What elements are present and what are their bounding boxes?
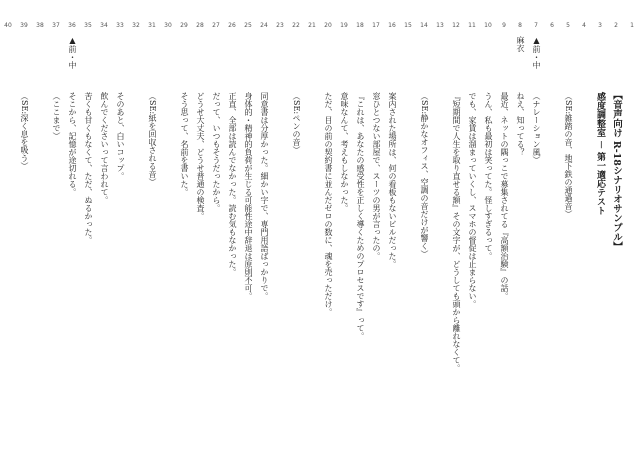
line-text: そのあと、白いコップ。	[116, 92, 125, 180]
line-number: 40	[4, 22, 12, 29]
line-number: 27	[212, 22, 220, 29]
line-number: 34	[100, 22, 108, 29]
line-text: ねえ、知ってる？	[516, 92, 525, 156]
line-number: 11	[468, 22, 476, 29]
script-line	[608, 0, 624, 453]
script-line	[112, 0, 128, 453]
script-line	[384, 0, 400, 453]
script-line	[560, 0, 576, 453]
line-number: 10	[484, 22, 492, 29]
line-text: そう思って、名前を書いた。	[180, 92, 189, 196]
script-line	[32, 0, 48, 453]
line-number: 9	[502, 22, 506, 29]
line-text: うん、私も最初は笑ってた。怪しすぎるって。	[484, 92, 493, 260]
line-number: 14	[420, 22, 428, 29]
line-text: 同意書は分厚かった。細かい字で、専門用語ばっかりで。	[260, 92, 269, 300]
script-line	[256, 0, 272, 453]
line-text: 身体的・精神的負荷が生じる可能性途中辞退は原則不可。	[244, 92, 253, 300]
line-number: 2	[614, 22, 618, 29]
line-text: （SE:雑踏の音、地下鉄の通過音）	[564, 92, 573, 219]
script-line	[480, 0, 496, 453]
line-number: 24	[260, 22, 268, 29]
line-number: 17	[372, 22, 380, 29]
line-text: どうせ大丈夫、どうせ普通の検査。	[196, 92, 205, 220]
line-number: 13	[436, 22, 444, 29]
line-number: 29	[180, 22, 188, 29]
line-number: 22	[292, 22, 300, 29]
line-text: （SE:ペンの音）	[292, 92, 301, 155]
script-line	[496, 0, 512, 453]
line-text: 正直、全部は読んでなかった。読む気もなかった。	[228, 92, 237, 276]
line-number: 20	[324, 22, 332, 29]
script-line	[400, 0, 416, 453]
script-line	[48, 0, 64, 453]
line-number: 23	[276, 22, 284, 29]
script-line	[512, 0, 528, 453]
line-text: （SE:紙を回収される音）	[148, 92, 157, 187]
line-number: 6	[550, 22, 554, 29]
script-line	[448, 0, 464, 453]
line-text: 『これは、あなたの感受性を正しく導くためのプロセスです』って。	[356, 92, 365, 340]
script-line	[64, 0, 80, 453]
line-number: 30	[164, 22, 172, 29]
script-line	[160, 0, 176, 453]
script-line	[16, 0, 32, 453]
line-text: だって、いつもそうだったから。	[212, 92, 221, 212]
speaker-label: ▲前・中	[68, 36, 77, 69]
script-line	[304, 0, 320, 453]
line-text: 窓ひとつない部屋で、スーツの男が言ったの。	[372, 92, 381, 260]
script-line	[528, 0, 544, 453]
script-line	[208, 0, 224, 453]
script-line	[192, 0, 208, 453]
line-number: 39	[20, 22, 28, 29]
line-number: 25	[244, 22, 252, 29]
line-text: 案内された場所は、何の看板もないビルだった。	[388, 92, 397, 268]
line-number: 36	[68, 22, 76, 29]
line-text: 意味なんて、考えもしなかった。	[340, 92, 349, 212]
line-number: 4	[582, 22, 586, 29]
line-number: 5	[566, 22, 570, 29]
line-number: 7	[534, 22, 538, 29]
line-number: 32	[132, 22, 140, 29]
speaker-label: ▲前・中	[532, 36, 541, 69]
script-line	[416, 0, 432, 453]
script-line	[224, 0, 240, 453]
line-number: 37	[52, 22, 60, 29]
line-text: そこから、記憶が途切れる。	[68, 92, 77, 196]
line-text: （ナレーション風）	[532, 92, 541, 164]
script-line	[352, 0, 368, 453]
line-number: 31	[148, 22, 156, 29]
line-text: でも、家賃は溜まっていくし、スマホの督促は止まらない。	[468, 92, 477, 308]
script-line	[624, 0, 640, 453]
script-line	[0, 0, 16, 453]
line-text: （SE:静かなオフィス、空調の音だけが響く）	[420, 92, 429, 259]
script-line	[592, 0, 608, 453]
line-number: 12	[452, 22, 460, 29]
script-line	[128, 0, 144, 453]
line-text: 『短期間で人生を取り直せる額』その文字が、どうしても頭から離れなくて。	[452, 92, 461, 372]
line-number: 1	[630, 22, 634, 29]
line-number: 35	[84, 22, 92, 29]
line-text: 飲んでくださいって言われて。	[100, 92, 109, 204]
line-number: 19	[340, 22, 348, 29]
line-number: 33	[116, 22, 124, 29]
script-line	[288, 0, 304, 453]
script-line	[272, 0, 288, 453]
script-line	[80, 0, 96, 453]
script-line	[544, 0, 560, 453]
script-line	[576, 0, 592, 453]
line-number: 3	[598, 22, 602, 29]
line-number: 28	[196, 22, 204, 29]
line-number: 21	[308, 22, 316, 29]
script-subtitle: 感度調整室 － 第一適応テスト	[595, 92, 605, 216]
script-line	[368, 0, 384, 453]
line-number: 15	[404, 22, 412, 29]
line-text: 苦くも甘くもなくて、ただ、ぬるかった。	[84, 92, 93, 244]
line-text: ただ、目の前の契約書に並んだゼロの数に、魂を売っただけ。	[324, 92, 333, 316]
script-line	[144, 0, 160, 453]
line-text: （ここまで）	[52, 92, 61, 140]
line-number: 26	[228, 22, 236, 29]
script-line	[176, 0, 192, 453]
script-line	[464, 0, 480, 453]
script-line	[336, 0, 352, 453]
line-text: 最近、ネットの隅っこで募集されてる『高額治験』の話。	[500, 92, 509, 300]
line-number: 16	[388, 22, 396, 29]
script-line	[432, 0, 448, 453]
line-text: （SE:深く息を吸う）	[20, 92, 29, 171]
speaker-label: 麻衣	[516, 36, 525, 52]
line-number: 18	[356, 22, 364, 29]
script-line	[320, 0, 336, 453]
script-line	[96, 0, 112, 453]
line-number: 8	[518, 22, 522, 29]
script-title: 【音声向け R-18シナリオサンプル】	[611, 90, 622, 252]
line-number: 38	[36, 22, 44, 29]
script-line	[240, 0, 256, 453]
